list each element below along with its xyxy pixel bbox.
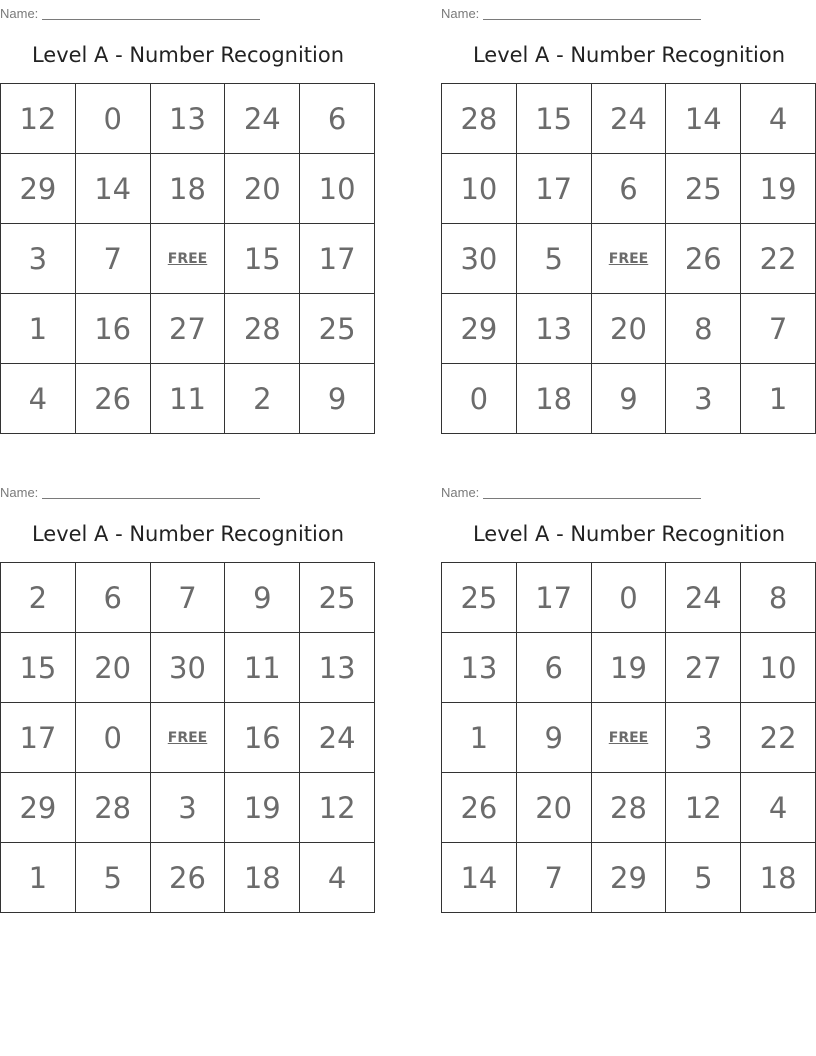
number-cell: 17 [1, 703, 76, 773]
bingo-card [0, 0, 376, 435]
card-title: Level A - Number Recognition [31, 522, 345, 546]
number-cell: 17 [300, 224, 375, 294]
number-cell: 3 [666, 703, 741, 773]
number-cell: 28 [76, 773, 151, 843]
number-cell: 9 [300, 364, 375, 434]
number-cell: 20 [225, 154, 300, 224]
number-cell: 10 [442, 154, 517, 224]
card-title: Level A - Number Recognition [31, 43, 345, 67]
card-title: Level A - Number Recognition [472, 522, 786, 546]
number-cell: 26 [76, 364, 151, 434]
number-cell: 14 [666, 84, 741, 154]
number-cell: 19 [741, 154, 816, 224]
number-cell: 25 [442, 563, 517, 633]
number-cell: 15 [517, 84, 592, 154]
free-space-cell: FREE [592, 224, 667, 294]
number-cell: 19 [225, 773, 300, 843]
card-title: Level A - Number Recognition [472, 43, 786, 67]
bingo-card [441, 479, 816, 914]
number-cell: 7 [517, 843, 592, 913]
number-cell: 5 [517, 224, 592, 294]
number-cell: 13 [442, 633, 517, 703]
name-label: Name: [0, 6, 39, 21]
bingo-card [441, 0, 816, 435]
name-blank-line [42, 5, 260, 20]
number-cell: 24 [592, 84, 667, 154]
number-cell: 8 [741, 563, 816, 633]
number-cell: 26 [151, 843, 226, 913]
bingo-card [0, 479, 376, 914]
number-cell: 7 [741, 294, 816, 364]
name-field [441, 2, 701, 20]
number-cell: 16 [76, 294, 151, 364]
number-cell: 30 [442, 224, 517, 294]
number-cell: 5 [76, 843, 151, 913]
number-cell: 9 [517, 703, 592, 773]
number-cell: 4 [300, 843, 375, 913]
number-cell: 13 [151, 84, 226, 154]
number-cell: 29 [1, 154, 76, 224]
number-cell: 18 [225, 843, 300, 913]
number-cell: 25 [300, 563, 375, 633]
number-cell: 16 [225, 703, 300, 773]
number-cell: 19 [592, 633, 667, 703]
number-cell: 10 [741, 633, 816, 703]
number-cell: 0 [76, 703, 151, 773]
name-field [441, 481, 701, 499]
number-cell: 12 [300, 773, 375, 843]
number-cell: 29 [1, 773, 76, 843]
number-cell: 0 [592, 563, 667, 633]
number-cell: 6 [300, 84, 375, 154]
number-cell: 20 [76, 633, 151, 703]
number-cell: 17 [517, 563, 592, 633]
number-cell: 25 [666, 154, 741, 224]
bingo-grid [441, 83, 816, 434]
number-cell: 1 [741, 364, 816, 434]
name-blank-line [42, 484, 260, 499]
number-cell: 18 [151, 154, 226, 224]
number-cell: 2 [1, 563, 76, 633]
free-space-cell: FREE [592, 703, 667, 773]
number-cell: 20 [517, 773, 592, 843]
number-cell: 9 [225, 563, 300, 633]
number-cell: 24 [225, 84, 300, 154]
number-cell: 26 [666, 224, 741, 294]
number-cell: 17 [517, 154, 592, 224]
number-cell: 14 [442, 843, 517, 913]
number-cell: 1 [1, 294, 76, 364]
number-cell: 30 [151, 633, 226, 703]
name-blank-line [483, 5, 701, 20]
number-cell: 1 [1, 843, 76, 913]
number-cell: 3 [666, 364, 741, 434]
number-cell: 29 [442, 294, 517, 364]
number-cell: 1 [442, 703, 517, 773]
number-cell: 27 [151, 294, 226, 364]
number-cell: 13 [300, 633, 375, 703]
number-cell: 2 [225, 364, 300, 434]
number-cell: 12 [1, 84, 76, 154]
number-cell: 6 [592, 154, 667, 224]
number-cell: 18 [517, 364, 592, 434]
bingo-grid [0, 83, 375, 434]
number-cell: 14 [76, 154, 151, 224]
number-cell: 0 [442, 364, 517, 434]
name-field [0, 2, 260, 20]
number-cell: 6 [517, 633, 592, 703]
number-cell: 0 [76, 84, 151, 154]
number-cell: 4 [741, 773, 816, 843]
number-cell: 9 [592, 364, 667, 434]
number-cell: 4 [1, 364, 76, 434]
number-cell: 15 [225, 224, 300, 294]
number-cell: 28 [592, 773, 667, 843]
number-cell: 22 [741, 224, 816, 294]
number-cell: 11 [225, 633, 300, 703]
number-cell: 7 [151, 563, 226, 633]
number-cell: 10 [300, 154, 375, 224]
bingo-grid [441, 562, 816, 913]
number-cell: 25 [300, 294, 375, 364]
number-cell: 5 [666, 843, 741, 913]
name-field [0, 481, 260, 499]
bingo-grid [0, 562, 375, 913]
number-cell: 24 [300, 703, 375, 773]
number-cell: 27 [666, 633, 741, 703]
number-cell: 28 [442, 84, 517, 154]
number-cell: 4 [741, 84, 816, 154]
number-cell: 26 [442, 773, 517, 843]
number-cell: 3 [1, 224, 76, 294]
number-cell: 18 [741, 843, 816, 913]
number-cell: 20 [592, 294, 667, 364]
number-cell: 6 [76, 563, 151, 633]
number-cell: 8 [666, 294, 741, 364]
number-cell: 3 [151, 773, 226, 843]
number-cell: 28 [225, 294, 300, 364]
free-space-cell: FREE [151, 224, 226, 294]
number-cell: 11 [151, 364, 226, 434]
number-cell: 22 [741, 703, 816, 773]
number-cell: 24 [666, 563, 741, 633]
name-label: Name: [441, 485, 480, 500]
number-cell: 12 [666, 773, 741, 843]
number-cell: 7 [76, 224, 151, 294]
number-cell: 29 [592, 843, 667, 913]
free-space-cell: FREE [151, 703, 226, 773]
number-cell: 15 [1, 633, 76, 703]
number-cell: 13 [517, 294, 592, 364]
name-label: Name: [0, 485, 39, 500]
name-label: Name: [441, 6, 480, 21]
name-blank-line [483, 484, 701, 499]
